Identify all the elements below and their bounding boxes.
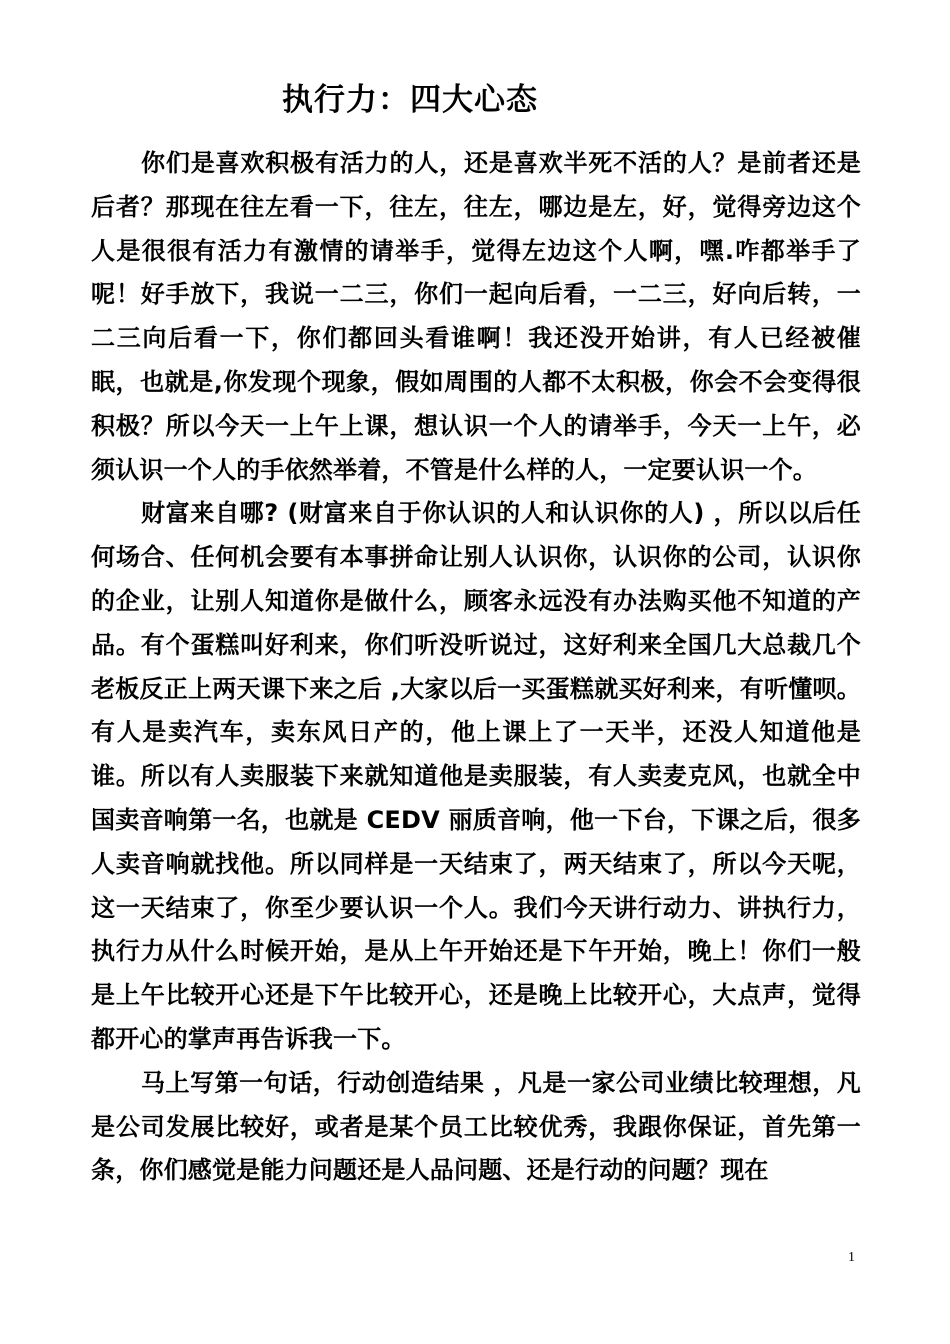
document-title: 执行力：四大心态 [282, 82, 538, 118]
page-number: 1 [848, 1250, 855, 1265]
paragraph-1: 你们是喜欢积极有活力的人，还是喜欢半死不活的人？是前者还是后者？那现在往左看一下，往左，往左，哪边是左，好，觉得旁边这个人是很很有活力有激情的请举手，觉得左边这个人啊，嘿.咋都举手了呢！好手放下，我说一二三，你们一起向后看，一二三，好向后转，一二三向后看一下，你们都回头看谁啊！我还没开始讲，有人已经被催眠，也就是,你发现个现象，假如周围的人都不太积极，你会不会变得很积极？所以今天一上午上课，想认识一个人的请举手，今天一上午，必须认识一个人的手依然举着，不管是什么样的人，一定要认识一个。 [91, 149, 861, 484]
document-body [91, 142, 861, 1193]
paragraph-3: 马上写第一句话，行动创造结果 ，凡是一家公司业绩比较理想，凡是公司发展比较好，或者是某个员工比较优秀，我跟你保证，首先第一条，你们感觉是能力问题还是人品问题、还是行动的问题？现在 [91, 1068, 861, 1185]
paragraph-2: 财富来自哪? (财富来自于你认识的人和认识你的人) ，所以以后任何场合、任何机会要有本事拼命让别人认识你，认识你的公司，认识你的企业，让别人知道你是做什么，顾客永远没有办法购买他不知道的产品。有个蛋糕叫好利来，你们听没听说过，这好利来全国几大总裁几个老板反正上两天课下来之后 ,大家以后一买蛋糕就买好利来，有听懂呗。有人是卖汽车，卖东风日产的，他上课上了一天半，还没人知道他是谁。所以有人卖服装下来就知道他是卖服装，有人卖麦克风，也就全中国卖音响第一名，也就是 CEDV 丽质音响，他一下台，下课之后，很多人卖音响就找他。所以同样是一天结束了，两天结束了，所以今天呢，这一天结束了，你至少要认识一个人。我们今天讲行动力、讲执行力，执行力从什么时候开始，是从上午开始还是下午开始，晚上！你们一般是上午比较开心还是下午比较开心，还是晚上比较开心，大点声，觉得都开心的掌声再告诉我一下。 [91, 499, 861, 1053]
